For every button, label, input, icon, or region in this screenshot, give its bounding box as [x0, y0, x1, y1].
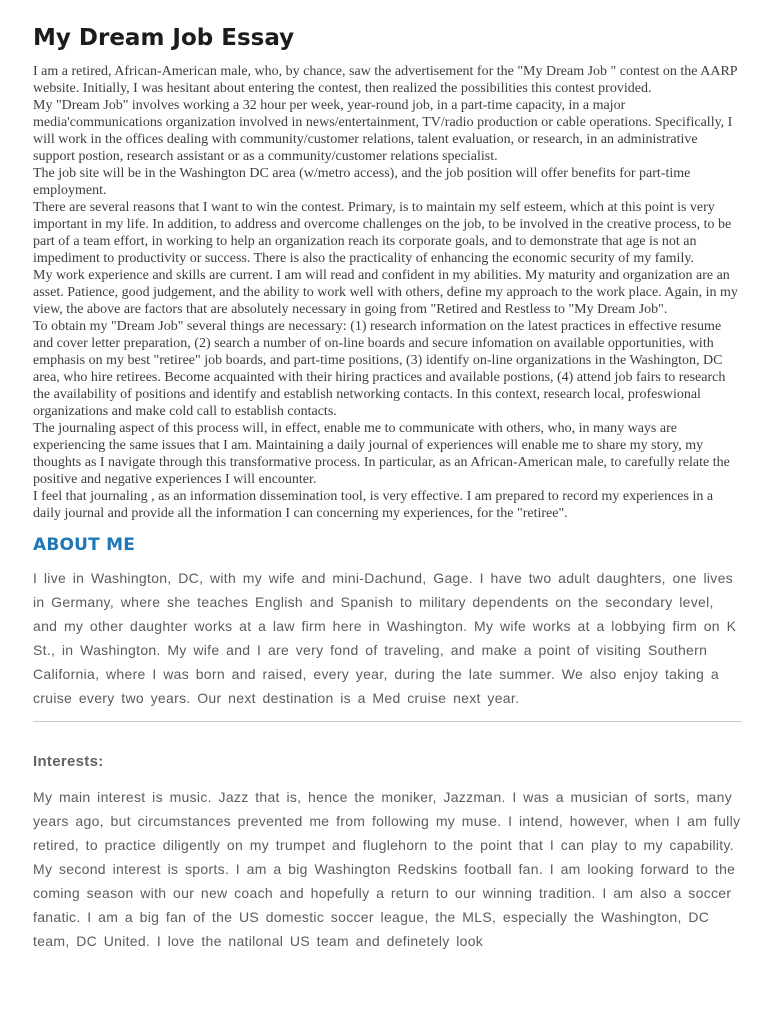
essay-body: [33, 63, 742, 522]
interests-text: My main interest is music. Jazz that is, hence the moniker, Jazzman. I was a musician of sorts, many years ago, but circumstances prevented me from following my muse. I intend, however, when I am fully retired, to practice diligently on my trumpet and fluglehorn to the point that I can play to my capability. My second interest is sports. I am a big Washington Redskins football fan. I am looking forward to the coming season with our new coach and hopefully a return to our winning tradition. I am also a soccer fanatic. I am a big fan of the US domestic soccer league, the MLS, especially the Washington, DC team, DC United. I love the natilonal US team and definetely look: [33, 789, 741, 950]
essay-paragraph: To obtain my "Dream Job" several things are necessary: (1) research information on the latest practices in effective resume and cover letter preparation, (2) search a number of on-line boards and secure infomation on available opportunities, with emphasis on my best "retiree" job boards, and part-time positions, (3) identify on-line organizations in the Washington, DC area, who hire retirees. Become acquainted with their hiring practices and available postions, (4) attend job fairs to research the availability of positions and identify and establish networking contacts. In this context, research local, profeswional organizations and make cold call to establish contacts.: [33, 319, 726, 420]
essay-paragraph: The job site will be in the Washington DC area (w/metro access), and the job position will offer benefits for part-time employment.: [33, 166, 691, 199]
essay-paragraph: My "Dream Job" involves working a 32 hour per week, year-round job, in a part-time capacity, in a major media'communications organization involved in news/entertainment, TV/radio production or cable operations. Specifically, I will work in the offices dealing with community/customer relations, talent evaluation, or research, in an administrative support postion, research assistant or as a community/customer relations specialist.: [33, 98, 733, 165]
about-me-text: I live in Washington, DC, with my wife and mini-Dachund, Gage. I have two adult daughters, one lives in Germany, where she teaches English and Spanish to military dependents on the secondary level, and my other daughter works at a law firm here in Washington. My wife works at a lobbying firm on K St., in Washington. My wife and I are very fond of traveling, and make a point of visiting Southern California, where I was born and raised, every year, during the late summer. We also enjoy taking a cruise every two years. Our next destination is a Med cruise next year.: [33, 570, 737, 707]
essay-paragraph: I feel that journaling , as an information dissemination tool, is very effective. I am prepared to record my experiences in a daily journal and provide all the information I can concerning my experiences, for the "retiree".: [33, 489, 714, 522]
essay-paragraph: There are several reasons that I want to win the contest. Primary, is to maintain my self esteem, which at this point is very important in my life. In addition, to address and overcome challenges on the job, to be involved in the creative process, to be part of a team effort, in working to help an organization reach its corporate goals, and to demonstrate that age is not an impediment to productivity or success. There is also the practicality of enhancing the economic security of my family.: [33, 200, 732, 267]
essay-paragraph: I am a retired, African-American male, who, by chance, saw the advertisement for the "My Dream Job " contest on the AARP website. Initially, I was hesitant about entering the contest, then realized the possibilities this contest provided.: [33, 64, 738, 97]
section-divider: [33, 721, 742, 722]
page-title: My Dream Job Essay: [33, 25, 295, 51]
essay-paragraph: The journaling aspect of this process will, in effect, enable me to communicate with others, who, in many ways are experiencing the same issues that I am. Maintaining a daily journal of experiences will enable me to share my story, my thoughts as I navigate through this transformative process. In particular, as an African-American male, to carefully relate the positive and negative experiences I will encounter.: [33, 421, 730, 488]
about-me-heading: ABOUT ME: [33, 535, 136, 556]
essay-paragraph: My work experience and skills are current. I am will read and confident in my abilities. My maturity and organization are an asset. Patience, good judgement, and the ability to work well with others, define my approach to the work place. Again, in my view, the above are factors that are absolutely necessary in going from "Retired and Restless to "My Dream Job".: [33, 268, 738, 318]
interests-heading: Interests:: [33, 753, 104, 771]
